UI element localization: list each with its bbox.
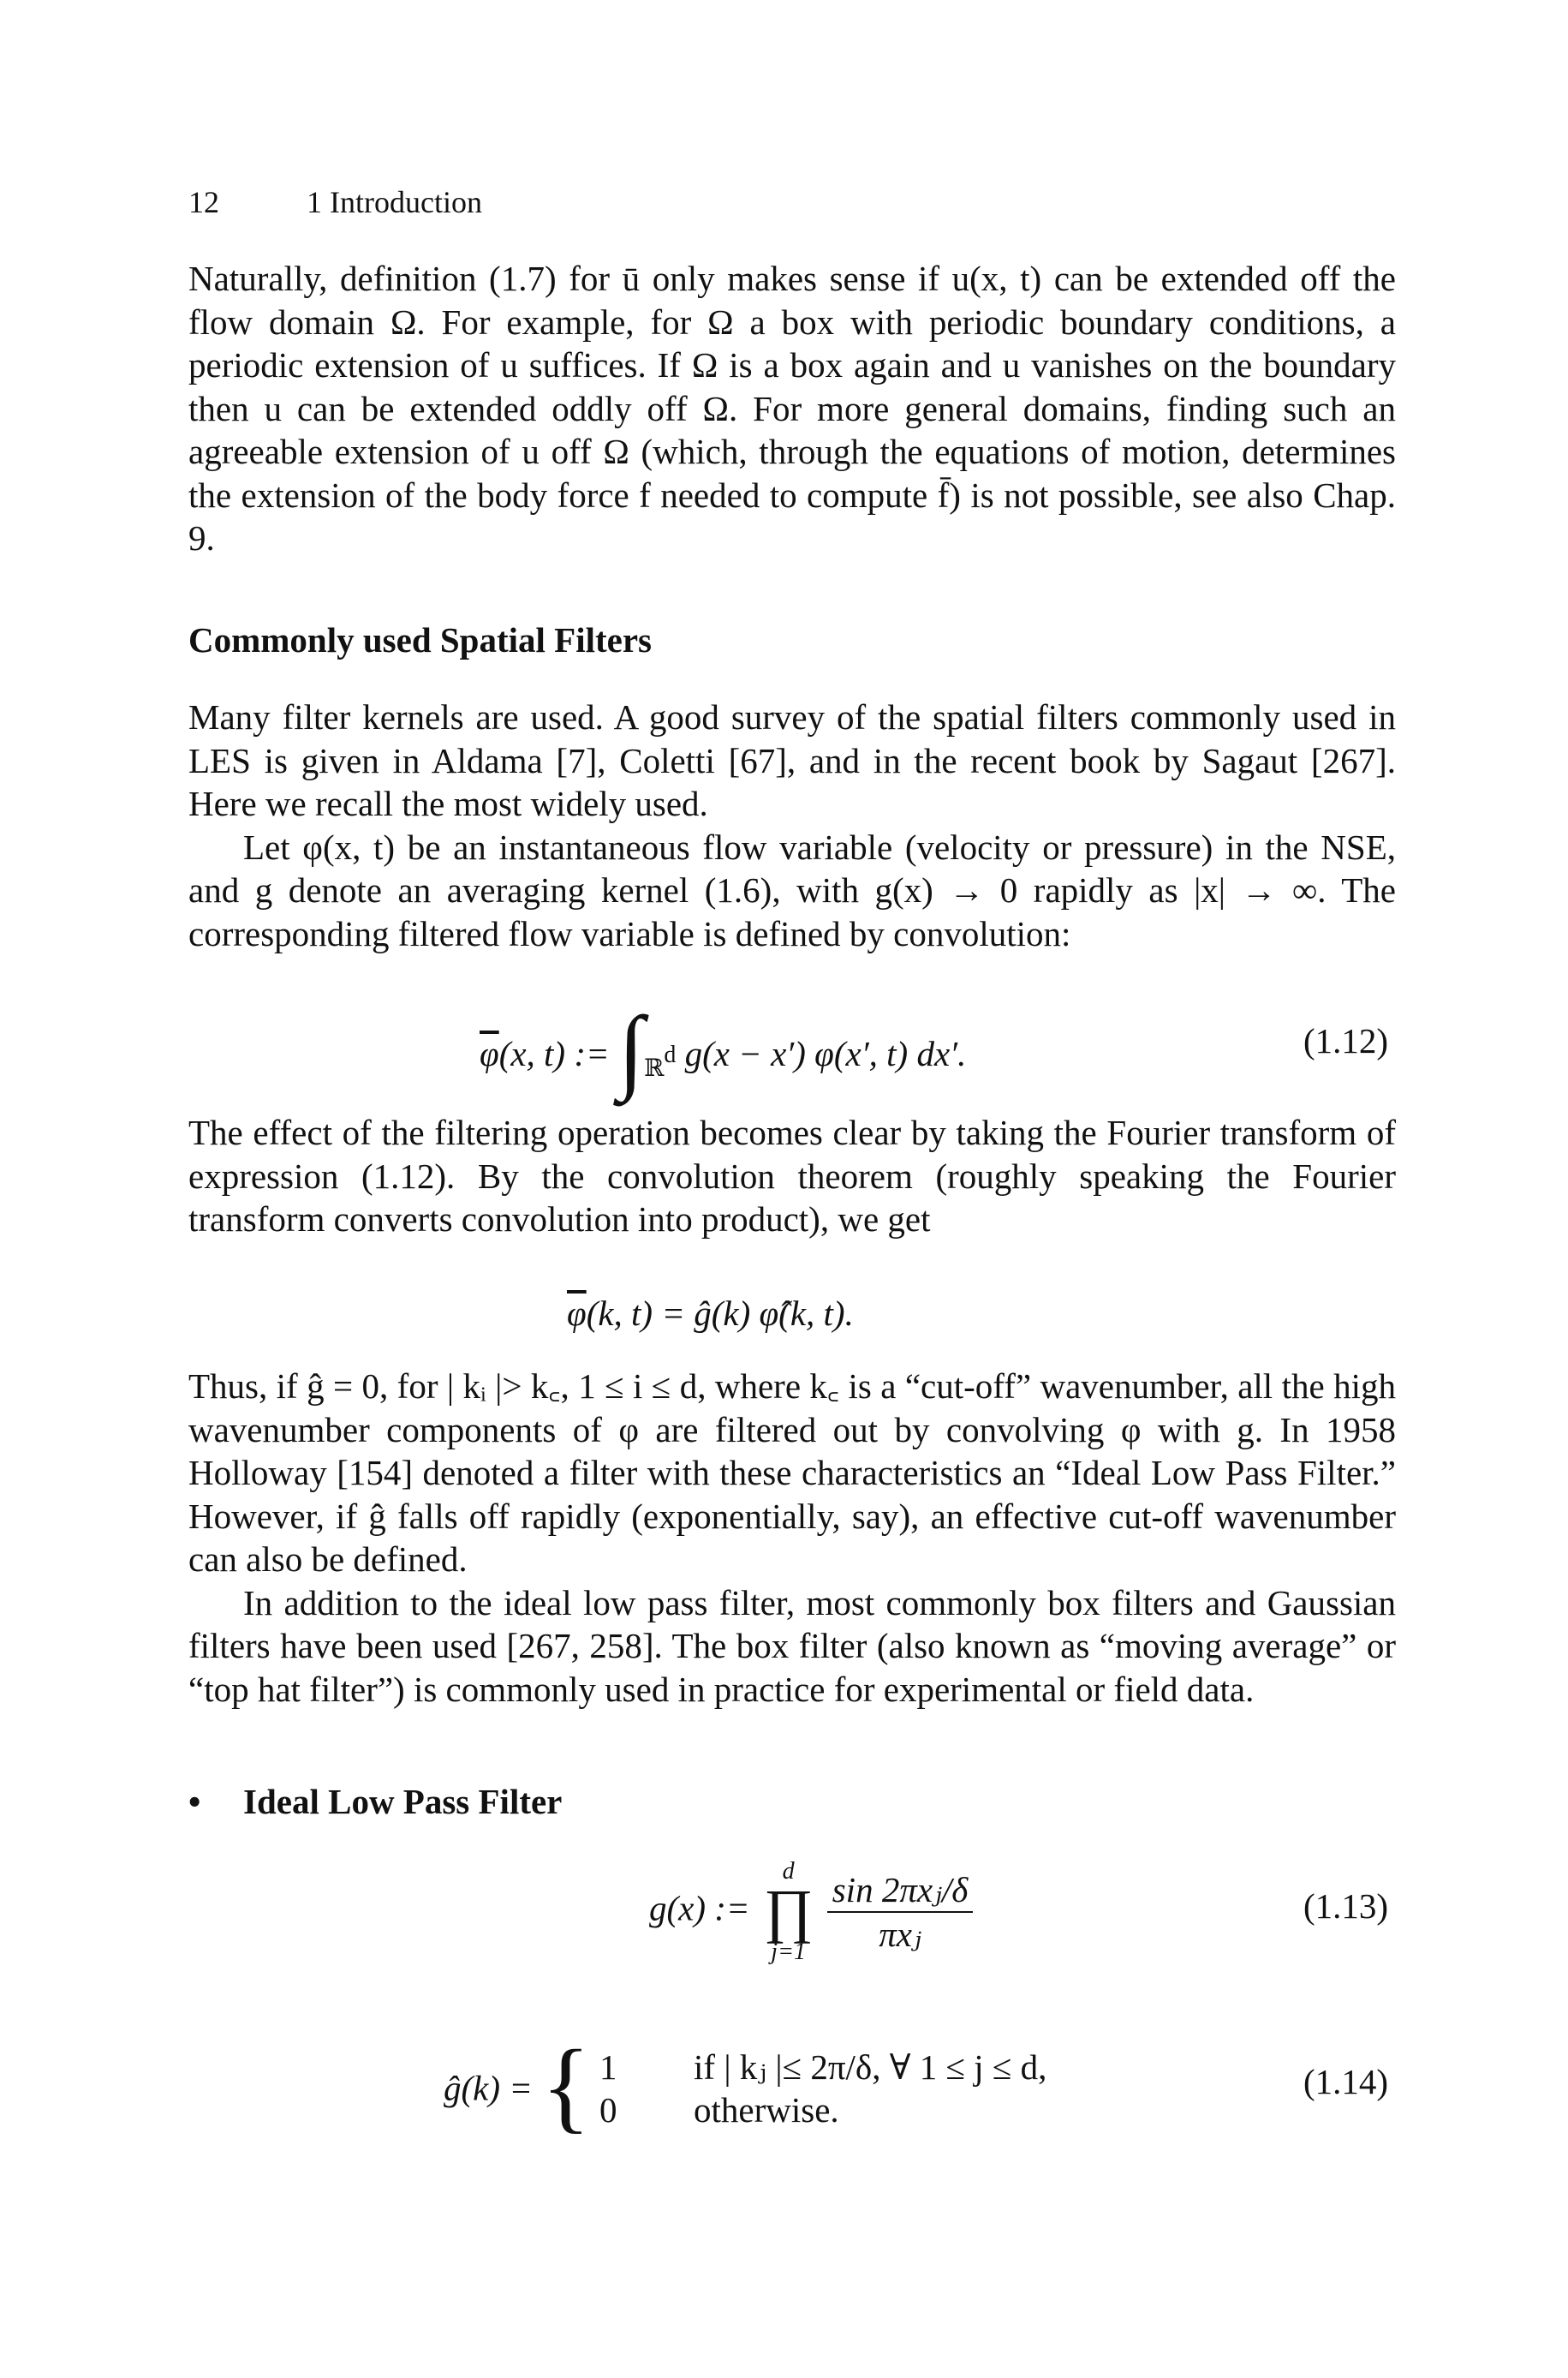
eq12-lhs-args: (x, t) :=: [498, 1034, 610, 1073]
eq13-numerator: sin 2πxⱼ/δ: [827, 1868, 974, 1913]
fourier-equation: [567, 1292, 854, 1335]
paragraph-6-text: In addition to the ideal low pass filter, most commonly box filters and Gaussian filters have been used [267, 258]. The box filter (also known as “moving average” or “top hat filter”) is commonly used in practice for experimental or field data.: [188, 1582, 1396, 1709]
eq13-denominator: πxⱼ: [879, 1915, 921, 1954]
eq12-domain-exp: d: [664, 1042, 677, 1068]
paragraph-3-text: Let φ(x, t) be an instantaneous flow variable (velocity or pressure) in the NSE, and g denote an averaging kernel (1.6), with g(x) → 0 rapidly as |x| → ∞. The corresponding filtered flow variable is defined by convolution:: [188, 827, 1396, 953]
bullet-dot: •: [188, 1782, 201, 1821]
paragraph-4-text: The effect of the filtering operation becomes clear by taking the Fourier transform of expression (1.12). By the convolution theorem (roughly speaking the Fourier transform converts convolution into product), we get: [188, 1113, 1396, 1239]
eq13-fraction: [827, 1868, 974, 1956]
equation-1-13: [649, 1859, 973, 1965]
eq14-case1-value: 1: [599, 2046, 617, 2087]
paragraph-5: [188, 1365, 1396, 1711]
left-brace: {: [541, 2028, 591, 2142]
paragraph-1-text: Naturally, definition (1.7) for ū only makes sense if u(x, t) can be extended off the flow domain Ω. For example, for Ω a box with periodic boundary conditions, a periodic extension of u suffices. If Ω is a box again and u vanishes on the boundary then u can be extended oddly off Ω. For more general domains, finding such an agreeable extension of u off Ω (which, through the equations of motion, determines the extension of the body force f needed to compute f̄) is not possible, see also Chap. 9.: [188, 259, 1396, 558]
eq14-case-1: [599, 2046, 1046, 2088]
eq12-body: g(x − x′) φ(x′, t) dx′.: [684, 1034, 967, 1073]
eq13-top: d: [782, 1858, 795, 1885]
fourier-lhs: $\overline{\varphi}$: [567, 1294, 587, 1333]
integral-sign: ∫: [617, 997, 645, 1102]
paragraph-4: [188, 1111, 1396, 1241]
paragraph-2-text: Many filter kernels are used. A good survey of the spatial filters commonly used in LES is given in Aldama [7], Coletti [67], and in the recent book by Sagaut [267]. Here we recall the most widely used.: [188, 697, 1396, 823]
chapter-title: 1 Introduction: [307, 185, 482, 219]
section-title: Commonly used Spatial Filters: [188, 620, 652, 660]
fourier-rest: (k, t) = ĝ(k) φ̂(k, t).: [586, 1294, 854, 1333]
paragraph-1: [188, 257, 1396, 560]
running-head: [188, 183, 482, 221]
eq12-domain: ℝ: [644, 1055, 665, 1082]
eq14-case2-condition: otherwise.: [694, 2089, 839, 2130]
product-sign: ∏: [763, 1879, 814, 1945]
eq14-cases: [599, 2046, 1046, 2131]
equation-number-1-13: (1.13): [1303, 1886, 1389, 1926]
eq12-lhs: $\overline{\varphi}$: [480, 1034, 499, 1073]
paragraph-2: [188, 696, 1396, 955]
equation-number-1-14: (1.14): [1303, 2062, 1389, 2101]
equation-number-1-12: (1.12): [1303, 1021, 1389, 1061]
paragraph-5-text: Thus, if ĝ = 0, for | kᵢ |> k꜀, 1 ≤ i ≤ d, where k꜀ is a “cut-off” wavenumber, all the high wavenumber components of φ are filtered out by convolving φ with g. In 1958 Holloway [154] denoted a filter with these characteristics an “Ideal Low Pass Filter.” However, if ĝ falls off rapidly (exponentially, say), an effective cut-off wavenumber can also be defined.: [188, 1366, 1396, 1579]
bullet-title: Ideal Low Pass Filter: [243, 1782, 563, 1821]
product-operator: [764, 1859, 814, 1965]
equation-1-14: [444, 2028, 1047, 2142]
eq14-case-2: [599, 2088, 1046, 2131]
bullet-ideal-low-pass: [188, 1780, 562, 1823]
eq14-case2-value: 0: [599, 2089, 617, 2130]
eq13-bottom: j=1: [771, 1939, 806, 1965]
page-number: 12: [188, 185, 219, 219]
equation-1-12: [480, 997, 967, 1102]
eq14-lhs: ĝ(k) =: [444, 2068, 533, 2108]
eq14-case1-condition: if | kⱼ |≤ 2π/δ, ∀ 1 ≤ j ≤ d,: [694, 2046, 1047, 2087]
eq13-lhs: g(x) :=: [649, 1888, 750, 1928]
